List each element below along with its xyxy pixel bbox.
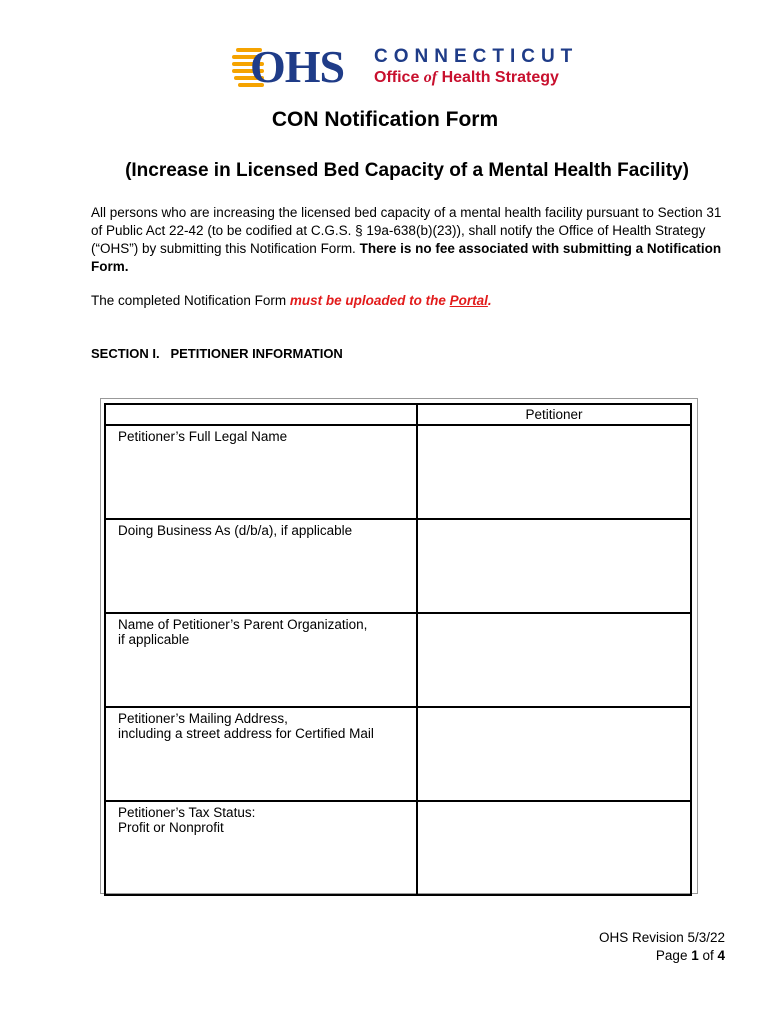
row-label: Name of Petitioner’s Parent Organization, if applicable xyxy=(105,613,417,707)
intro-bold-note: There is no fee associated with submitting a Notification Form. xyxy=(91,241,722,274)
row-label: Petitioner’s Mailing Address, including a street address for Certified Mail xyxy=(105,707,417,801)
ohs-logo xyxy=(232,42,592,92)
row-label: Doing Business As (d/b/a), if applicable xyxy=(105,519,417,613)
logo-abbr: OHS xyxy=(250,41,345,92)
table-row xyxy=(105,613,691,707)
table-row xyxy=(105,801,691,895)
table-row xyxy=(105,707,691,801)
revision-footer xyxy=(599,929,725,965)
row-label: Petitioner’s Full Legal Name xyxy=(105,425,417,519)
page-number: Page 1 of 4 xyxy=(655,948,725,963)
logo-office-name: Office of Health Strategy xyxy=(374,69,559,86)
table-row xyxy=(105,425,691,519)
tax-status-field[interactable] xyxy=(417,801,691,895)
petitioner-full-legal-name-field[interactable] xyxy=(417,425,691,519)
table-header-blank xyxy=(105,404,417,425)
table-header-row xyxy=(105,404,691,425)
upload-emphasis: must be uploaded to the Portal. xyxy=(289,293,492,308)
petitioner-table-frame xyxy=(100,398,698,894)
section-heading: SECTION I. PETITIONER INFORMATION xyxy=(91,346,343,361)
form-title: CON Notification Form xyxy=(271,108,499,131)
mailing-address-field[interactable] xyxy=(417,707,691,801)
form-subtitle: (Increase in Licensed Bed Capacity of a Mental Health Facility) xyxy=(125,160,689,181)
logo-state: CONNECTICUT xyxy=(374,46,579,67)
table-row xyxy=(105,519,691,613)
parent-organization-field[interactable] xyxy=(417,613,691,707)
intro-text: All persons who are increasing the licensed bed capacity of a mental health facility pursuant to Section 31 of Public Act 22-42 (to be codified at C.G.S. § 19a-638(b)(23)), shall notify the Office of Health Strategy (“OHS”) by submitting this Notification Form. xyxy=(91,205,722,256)
table-header-petitioner: Petitioner xyxy=(417,404,691,425)
portal-link[interactable]: Portal xyxy=(449,293,488,308)
intro-paragraph xyxy=(91,204,731,276)
petitioner-table xyxy=(104,403,692,896)
row-label: Petitioner’s Tax Status: Profit or Nonprofit xyxy=(105,801,417,895)
dba-field[interactable] xyxy=(417,519,691,613)
upload-instruction xyxy=(91,292,731,310)
revision-date: OHS Revision 5/3/22 xyxy=(598,930,725,945)
upload-instruction-text: The completed Notification Form xyxy=(91,293,290,308)
